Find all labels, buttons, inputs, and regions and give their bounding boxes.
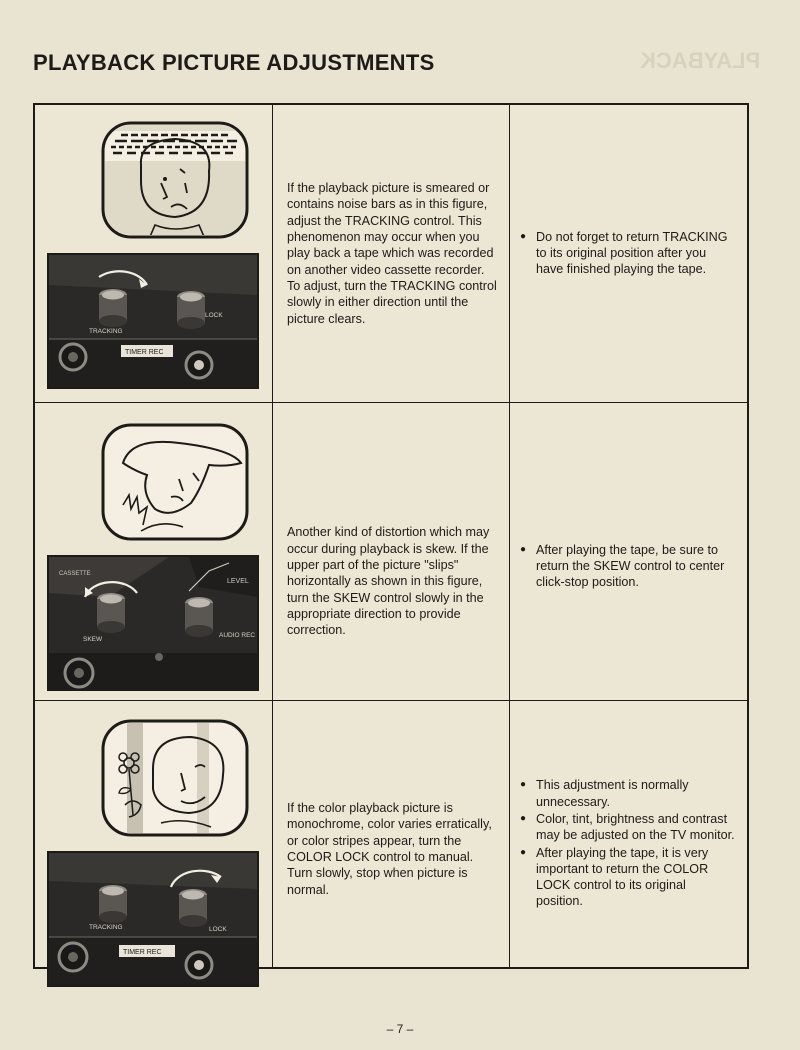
show-through-title: PLAYBACK — [639, 48, 760, 73]
color-lock-notes-cell — [510, 701, 747, 967]
skew-control-photo — [47, 555, 259, 691]
skew-notes-cell — [510, 403, 747, 701]
skew-notes — [520, 542, 735, 592]
color-lock-description-cell — [273, 701, 510, 967]
tracking-description: If the playback picture is smeared or contains noise bars as in this figure, adjust the TRACKING control. This phenomenon may occur when you play back a tape which was recorded on another video cassette recorder. To adjust, turn the TRACKING control slowly in either direction until the picture clears. — [287, 181, 497, 326]
audio-rec-photo-label: AUDIO REC — [219, 632, 256, 639]
tv-tracking-noise-illustration — [101, 121, 249, 239]
adjustment-table — [33, 103, 749, 969]
color-lock-illustration-cell — [35, 701, 273, 967]
page-title: PLAYBACK PICTURE ADJUSTMENTS — [33, 50, 435, 75]
skew-note: ● After playing the tape, be sure to return the SKEW control to center click-stop position. — [520, 542, 735, 591]
color-timer-rec-photo-label: TIMER REC — [123, 949, 162, 956]
tracking-photo-label: TRACKING — [89, 328, 123, 335]
skew-description: Another kind of distortion which may occur during playback is skew. If the upper part of the picture "slips" horizontally as shown in this figure, turn the SKEW control slowly in the appropriate direction to provide correction. — [287, 525, 490, 638]
level-photo-label: LEVEL — [227, 578, 249, 585]
lock-photo-label: LOCK — [205, 312, 223, 319]
color-lock-notes — [520, 777, 735, 910]
tracking-illustration-cell — [35, 105, 273, 403]
color-lock-control-photo — [47, 851, 259, 987]
color-lock-description: If the color playback picture is monochrome, color varies erratically, or color stripes appear, turn the COLOR LOCK control to manual. Turn slowly, stop when picture is normal. — [287, 801, 492, 897]
color-lock-note: ● Color, tint, brightness and contrast may be adjusted on the TV monitor. — [520, 811, 735, 844]
skew-illustration-cell — [35, 403, 273, 701]
timer-rec-photo-label: TIMER REC — [125, 349, 164, 356]
tracking-description-cell — [273, 105, 510, 403]
skew-description-cell — [273, 403, 510, 701]
tracking-notes-cell — [510, 105, 747, 403]
tv-skew-distortion-illustration — [101, 423, 249, 541]
color-tracking-photo-label: TRACKING — [89, 924, 123, 931]
tracking-note: ● Do not forget to return TRACKING to its original position after you have finished playing the tape. — [520, 229, 735, 278]
color-lock-note: ● After playing the tape, it is very important to return the COLOR LOCK control to its original position. — [520, 845, 735, 910]
skew-photo-label: SKEW — [83, 636, 103, 643]
tv-color-stripes-illustration — [101, 719, 249, 837]
svg-text:CASSETTE: CASSETTE — [59, 571, 91, 577]
page-number: – 7 – — [386, 1022, 414, 1036]
color-lock-note: ● This adjustment is normally unnecessary. — [520, 777, 735, 810]
tracking-notes — [520, 229, 735, 279]
color-lock-photo-label: LOCK — [209, 926, 227, 933]
tracking-control-photo — [47, 253, 259, 389]
